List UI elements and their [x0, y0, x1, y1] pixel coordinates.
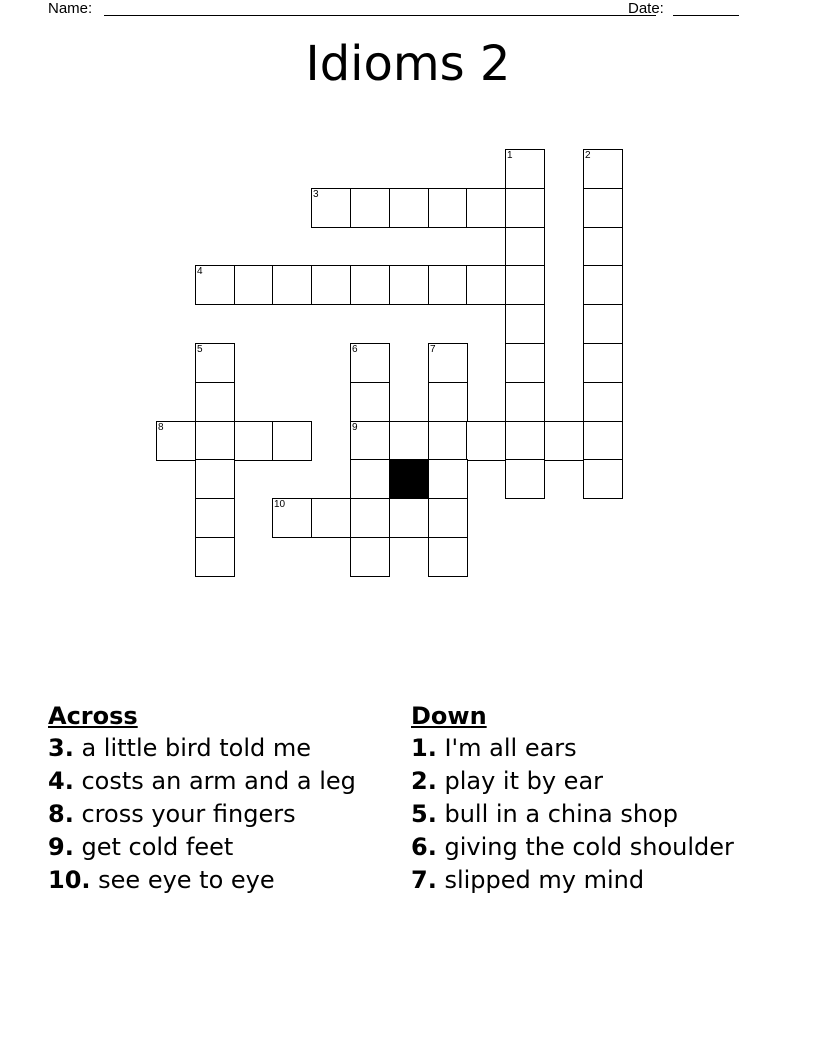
clue-across-4 — [48, 767, 388, 795]
clue-text: play it by ear — [444, 767, 604, 795]
grid-cell[interactable] — [428, 265, 468, 305]
clue-number: 4. — [48, 767, 74, 795]
grid-cell[interactable] — [583, 188, 623, 228]
clue-number-label: 6 — [352, 344, 358, 355]
grid-cell[interactable] — [466, 188, 506, 228]
date-blank-line[interactable] — [673, 15, 739, 16]
grid-cell[interactable] — [583, 459, 623, 499]
grid-cell[interactable] — [428, 459, 468, 499]
clue-across-3 — [48, 734, 388, 762]
grid-cell[interactable] — [195, 265, 235, 305]
clue-number-label: 8 — [158, 422, 164, 433]
grid-cell[interactable] — [544, 421, 584, 461]
grid-cell[interactable] — [428, 188, 468, 228]
grid-cell[interactable] — [428, 382, 468, 422]
grid-cell[interactable] — [583, 227, 623, 267]
grid-cell[interactable] — [505, 343, 545, 383]
clue-text: giving the cold shoulder — [444, 833, 734, 861]
grid-cell[interactable] — [350, 498, 390, 538]
clue-text: costs an arm and a leg — [81, 767, 356, 795]
grid-cell[interactable] — [195, 459, 235, 499]
clue-number-label: 3 — [313, 189, 319, 200]
grid-cell[interactable] — [195, 537, 235, 577]
clue-number: 5. — [411, 800, 437, 828]
grid-cell[interactable] — [583, 304, 623, 344]
clue-number-label: 9 — [352, 422, 358, 433]
clue-text: bull in a china shop — [444, 800, 678, 828]
grid-cell[interactable] — [389, 421, 429, 461]
grid-cell[interactable] — [389, 265, 429, 305]
clue-down-1 — [411, 734, 751, 762]
grid-cell[interactable] — [272, 498, 312, 538]
grid-cell[interactable] — [505, 459, 545, 499]
black-square — [389, 459, 429, 499]
across-heading: Across — [48, 702, 138, 730]
grid-cell[interactable] — [505, 149, 545, 189]
grid-cell[interactable] — [389, 188, 429, 228]
grid-cell[interactable] — [505, 227, 545, 267]
grid-cell[interactable] — [583, 421, 623, 461]
grid-cell[interactable] — [583, 149, 623, 189]
grid-cell[interactable] — [350, 537, 390, 577]
grid-cell[interactable] — [505, 265, 545, 305]
clue-number: 6. — [411, 833, 437, 861]
name-label: Name: — [48, 0, 93, 17]
grid-cell[interactable] — [156, 421, 196, 461]
across-clues — [48, 702, 388, 899]
clue-text: get cold feet — [81, 833, 234, 861]
grid-cell[interactable] — [195, 343, 235, 383]
clue-number: 2. — [411, 767, 437, 795]
grid-cell[interactable] — [350, 188, 390, 228]
grid-cell[interactable] — [350, 343, 390, 383]
clue-across-8 — [48, 800, 388, 828]
grid-cell[interactable] — [350, 265, 390, 305]
clue-number-label: 7 — [430, 344, 436, 355]
date-label: Date: — [628, 0, 664, 17]
worksheet-header — [48, 0, 748, 20]
page-title: Idioms 2 — [305, 36, 511, 92]
clue-across-10 — [48, 866, 388, 894]
grid-cell[interactable] — [505, 421, 545, 461]
grid-cell[interactable] — [389, 498, 429, 538]
grid-cell[interactable] — [234, 421, 274, 461]
clue-number-label: 4 — [197, 266, 203, 277]
grid-cell[interactable] — [272, 265, 312, 305]
grid-cell[interactable] — [195, 382, 235, 422]
grid-cell[interactable] — [505, 382, 545, 422]
clue-down-5 — [411, 800, 751, 828]
down-heading: Down — [411, 702, 487, 730]
clue-text: a little bird told me — [81, 734, 312, 762]
grid-cell[interactable] — [311, 188, 351, 228]
clue-number-label: 2 — [585, 150, 591, 161]
name-blank-line[interactable] — [104, 15, 656, 16]
grid-cell[interactable] — [583, 265, 623, 305]
clue-number: 10. — [48, 866, 91, 894]
clue-down-7 — [411, 866, 751, 894]
clue-text: see eye to eye — [98, 866, 275, 894]
clue-number: 1. — [411, 734, 437, 762]
clue-number-label: 10 — [274, 499, 286, 510]
clue-number-label: 1 — [507, 150, 513, 161]
grid-cell[interactable] — [466, 421, 506, 461]
clue-down-2 — [411, 767, 751, 795]
grid-cell[interactable] — [350, 421, 390, 461]
grid-cell[interactable] — [195, 421, 235, 461]
clue-number: 8. — [48, 800, 74, 828]
grid-cell[interactable] — [428, 498, 468, 538]
grid-cell[interactable] — [311, 498, 351, 538]
grid-cell[interactable] — [350, 459, 390, 499]
grid-cell[interactable] — [272, 421, 312, 461]
grid-cell[interactable] — [428, 343, 468, 383]
clue-text: cross your fingers — [81, 800, 296, 828]
grid-cell[interactable] — [428, 537, 468, 577]
clue-number: 3. — [48, 734, 74, 762]
grid-cell[interactable] — [583, 343, 623, 383]
clue-number: 7. — [411, 866, 437, 894]
grid-cell[interactable] — [234, 265, 274, 305]
grid-cell[interactable] — [195, 498, 235, 538]
clue-down-6 — [411, 833, 751, 861]
clue-text: slipped my mind — [444, 866, 645, 894]
clue-number-label: 5 — [197, 344, 203, 355]
clue-number: 9. — [48, 833, 74, 861]
grid-cell[interactable] — [505, 304, 545, 344]
clue-text: I'm all ears — [444, 734, 577, 762]
grid-cell[interactable] — [505, 188, 545, 228]
grid-cell[interactable] — [428, 421, 468, 461]
grid-cell[interactable] — [350, 382, 390, 422]
grid-cell[interactable] — [583, 382, 623, 422]
grid-cell[interactable] — [466, 265, 506, 305]
clue-across-9 — [48, 833, 388, 861]
down-clues — [411, 702, 751, 899]
grid-cell[interactable] — [311, 265, 351, 305]
